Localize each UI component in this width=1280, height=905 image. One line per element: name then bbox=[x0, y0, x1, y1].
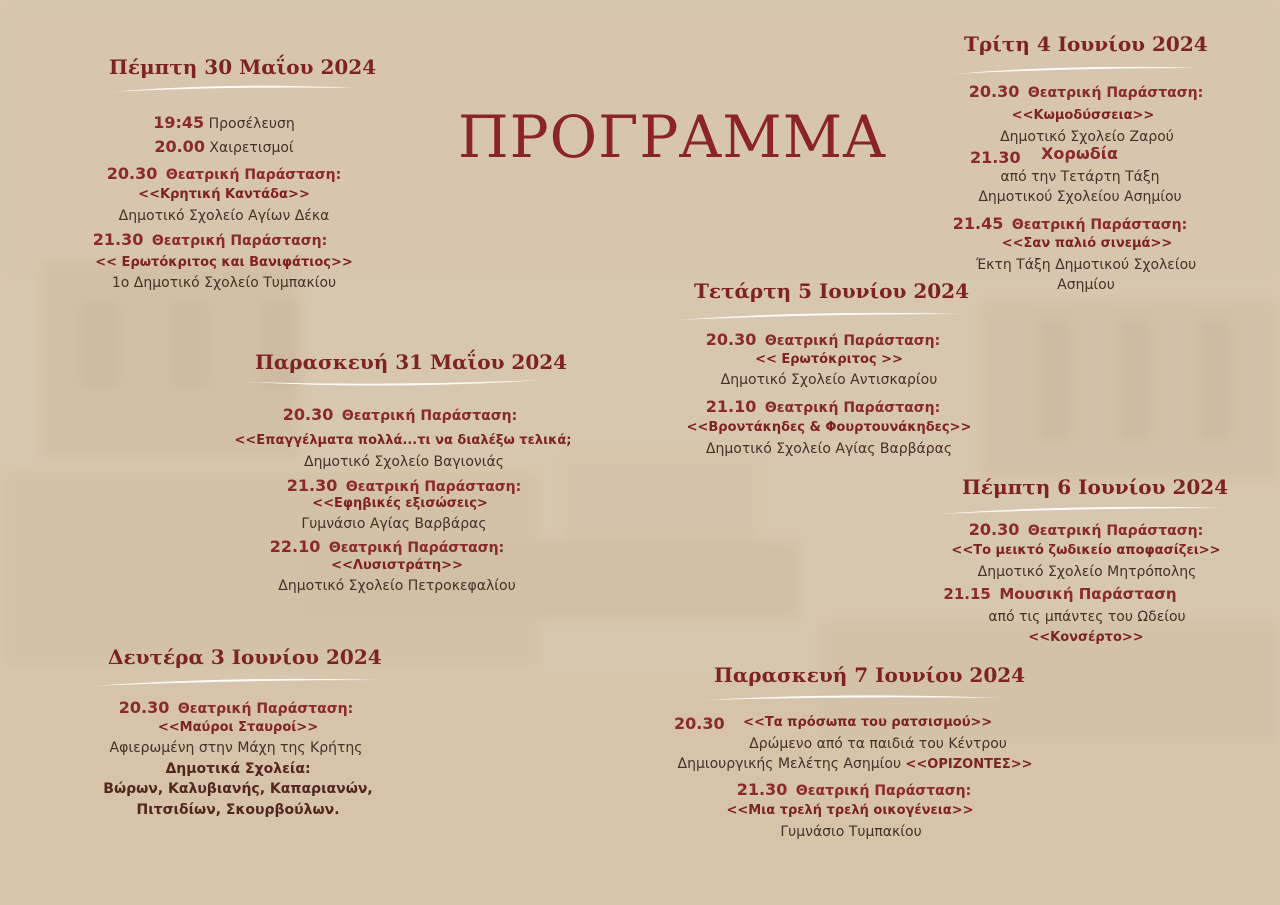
school-name: Δημοτικό Σχολείο Ζαρού bbox=[1000, 129, 1174, 145]
school-name: Δημοτικό Σχολείο Πετροκεφαλίου bbox=[278, 578, 516, 594]
schedule-line: 19:45 Προσέλευση bbox=[153, 113, 295, 132]
school-name: Έκτη Τάξη Δημοτικού Σχολείου bbox=[975, 257, 1197, 273]
day-heading: Δευτέρα 3 Ιουνίου 2024 bbox=[108, 645, 382, 669]
schedule-line: 21.45 Θεατρική Παράσταση: bbox=[952, 214, 1188, 233]
schedule-line: 20.30 Θεατρική Παράσταση: bbox=[118, 698, 354, 717]
school-name: Δημοτικό Σχολείο Αγίας Βαρβάρας bbox=[705, 441, 953, 457]
play-title: <<Μια τρελή τρελή οικογένεια>> bbox=[726, 803, 974, 818]
swoosh-divider bbox=[674, 308, 964, 324]
play-title: << Ερωτόκριτος και Βανιφάτιος>> bbox=[95, 255, 353, 270]
page-title: ΠΡΟΓΡΑΜΜΑ bbox=[458, 103, 886, 171]
school-name: 1ο Δημοτικό Σχολείο Τυμπακίου bbox=[111, 275, 337, 291]
play-title: <<Κονσέρτο>> bbox=[1028, 630, 1144, 645]
schedule-line: 21.30 Θεατρική Παράσταση: bbox=[92, 230, 328, 249]
play-title: <<Βροντάκηδες & Φουρτουνάκηδες>> bbox=[686, 420, 972, 435]
school-name: Ασημίου bbox=[1057, 277, 1115, 293]
play-title: <<Μαύροι Σταυροί>> bbox=[157, 720, 319, 735]
play-title: <<Κωμοδύσσεια>> bbox=[1011, 108, 1155, 123]
schedule-line: 20.30 Θεατρική Παράσταση: bbox=[968, 82, 1204, 101]
day-heading: Τρίτη 4 Ιουνίου 2024 bbox=[964, 32, 1208, 56]
play-title: <<Εφηβικές εξισώσεις> bbox=[312, 496, 488, 511]
schedule-line: 21.30 Θεατρική Παράσταση: bbox=[286, 476, 522, 495]
play-title: <<Το μεικτό ζωδικείο αποφασίζει>> bbox=[951, 543, 1221, 558]
play-title: <<Σαν παλιό σινεμά>> bbox=[1001, 236, 1173, 251]
schedule-line: 20.30 Θεατρική Παράσταση: bbox=[705, 330, 941, 349]
schools-list: Βώρων, Καλυβιανής, Καπαριανών, bbox=[103, 781, 373, 797]
day-heading: Τετάρτη 5 Ιουνίου 2024 bbox=[694, 279, 969, 303]
description-text: Δημιουργικής Μελέτης Ασημίου <<ΟΡΙΖΟΝΤΕΣ>> bbox=[677, 756, 1033, 772]
schedule-line: 21.10 Θεατρική Παράσταση: bbox=[705, 397, 941, 416]
school-name: Δημοτικό Σχολείο Αγίων Δέκα bbox=[118, 208, 330, 224]
swoosh-divider bbox=[950, 62, 1200, 78]
play-title: <<Κρητική Καντάδα>> bbox=[138, 187, 310, 202]
dedication-text: Αφιερωμένη στην Μάχη της Κρήτης bbox=[109, 740, 363, 756]
schools-list: Πιτσιδίων, Σκουρβούλων. bbox=[136, 802, 340, 818]
school-name: Γυμνάσιο Τυμπακίου bbox=[780, 824, 922, 840]
schedule-line: 21.15 Μουσική Παράσταση bbox=[943, 585, 1177, 603]
schedule-line: 20.30 <<Τα πρόσωπα του ρατσισμού>> bbox=[674, 714, 993, 733]
swoosh-divider bbox=[936, 502, 1226, 518]
swoosh-divider bbox=[90, 674, 380, 690]
schedule-line: 20.30 Θεατρική Παράσταση: bbox=[282, 405, 518, 424]
description-text: Δρώμενο από τα παιδιά του Κέντρου bbox=[749, 736, 1007, 752]
school-name: από την Τετάρτη Τάξη bbox=[1000, 169, 1160, 185]
swoosh-divider bbox=[244, 376, 544, 392]
schedule-line: 20.30 Θεατρική Παράσταση: bbox=[106, 164, 342, 183]
school-name: Δημοτικό Σχολείο Μητρόπολης bbox=[977, 564, 1197, 580]
schedule-line: 21.30 Χορωδία bbox=[970, 144, 1118, 167]
day-heading: Παρασκευή 7 Ιουνίου 2024 bbox=[714, 663, 1026, 687]
schedule-line: 22.10 Θεατρική Παράσταση: bbox=[269, 537, 505, 556]
play-title: <<Λυσιστράτη>> bbox=[331, 558, 463, 573]
schedule-line: 20.00 Χαιρετισμοί bbox=[154, 137, 294, 156]
school-name: Γυμνάσιο Αγίας Βαρβάρας bbox=[301, 516, 487, 532]
school-name: Δημοτικού Σχολείου Ασημίου bbox=[978, 189, 1182, 205]
day-heading: Πέμπτη 6 Ιουνίου 2024 bbox=[962, 475, 1229, 499]
school-name: Δημοτικό Σχολείο Αντισκαρίου bbox=[720, 372, 938, 388]
swoosh-divider bbox=[108, 80, 358, 96]
ensemble-text: από τις μπάντες του Ωδείου bbox=[988, 609, 1186, 625]
schools-label: Δημοτικά Σχολεία: bbox=[165, 761, 311, 777]
play-title: << Ερωτόκριτος >> bbox=[755, 352, 903, 367]
day-heading: Παρασκευή 31 Μαΐου 2024 bbox=[255, 350, 568, 374]
schedule-line: 21.30 Θεατρική Παράσταση: bbox=[736, 780, 972, 799]
play-title: <<Επαγγέλματα πολλά...τι να διαλέξω τελικά; bbox=[234, 433, 572, 448]
school-name: Δημοτικό Σχολείο Βαγιονιάς bbox=[304, 454, 504, 470]
schedule-line: 20.30 Θεατρική Παράσταση: bbox=[968, 520, 1204, 539]
swoosh-divider bbox=[702, 690, 1002, 706]
day-heading: Πέμπτη 30 Μαΐου 2024 bbox=[109, 55, 377, 79]
